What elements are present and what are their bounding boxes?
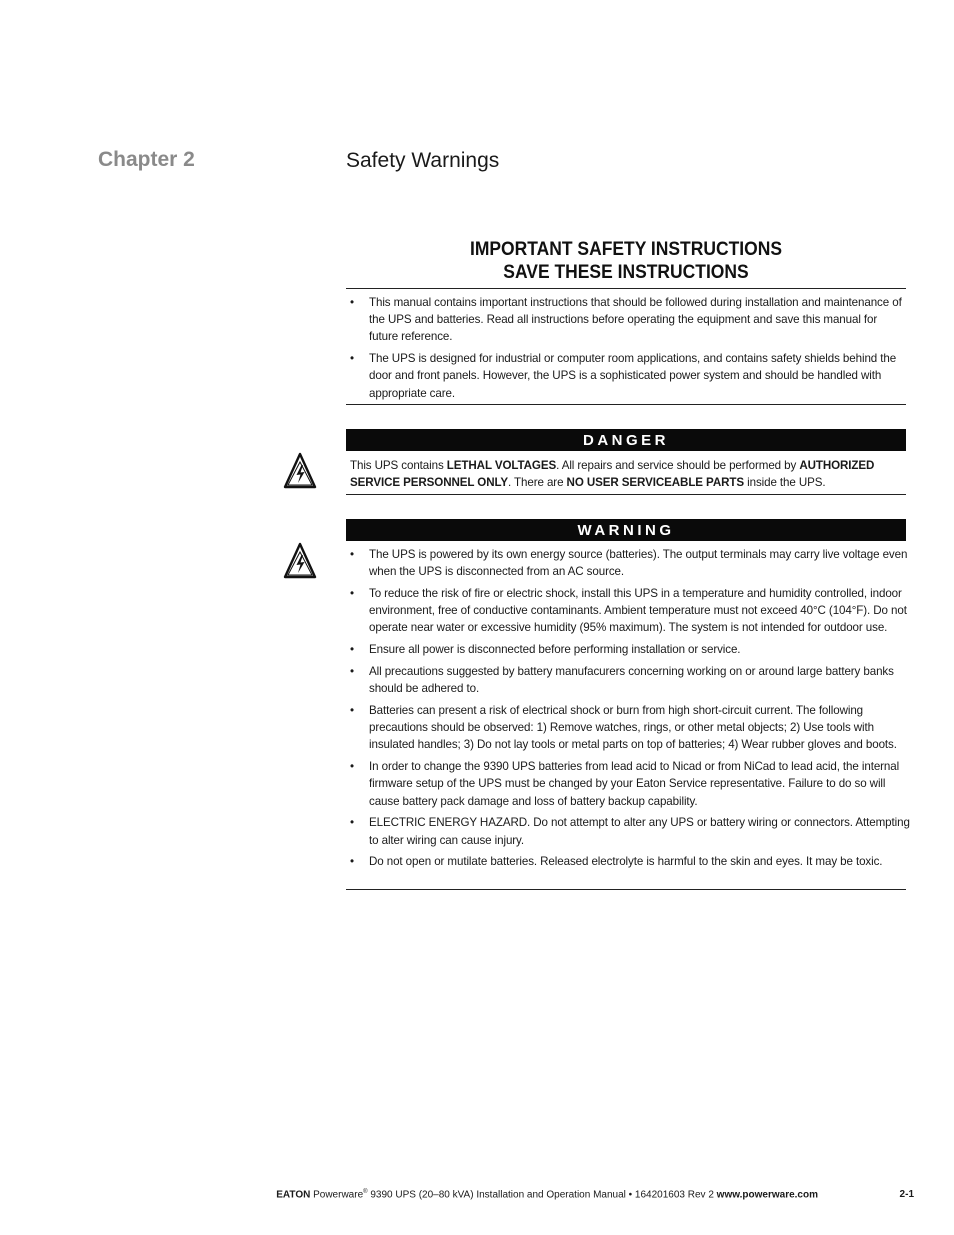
list-item — [346, 814, 912, 848]
warning-header-bar: WARNING — [346, 519, 906, 541]
list-item-text: All precautions suggested by battery manufacurers concerning working on or around large battery banks should be adhered to. — [369, 665, 894, 696]
footer-brand: EATON — [276, 1189, 311, 1201]
important-heading-line1: IMPORTANT SAFETY INSTRUCTIONS — [469, 239, 783, 260]
list-item — [346, 853, 912, 870]
danger-text-part: This UPS contains — [350, 459, 447, 472]
divider-rule — [346, 404, 906, 405]
bullet-glyph: • — [350, 643, 354, 657]
footer-registered-mark: ® — [363, 1189, 368, 1195]
list-item-text: The UPS is powered by its own energy source (batteries). The output terminals may carry live voltage even when the UPS is disconnected from an AC source. — [369, 548, 908, 579]
danger-text-part: . There are — [508, 476, 567, 490]
footer-product: Powerware — [310, 1189, 364, 1201]
bullet-glyph: • — [350, 855, 354, 869]
chapter-title: Safety Warnings — [346, 149, 500, 172]
danger-emphasis: AUTHORIZED SERVICE PERSONNEL ONLY — [350, 459, 875, 490]
danger-emphasis: NO USER SERVICEABLE PARTS — [566, 476, 744, 490]
divider-rule — [346, 494, 906, 495]
page-footer — [0, 1189, 818, 1200]
important-heading — [346, 238, 906, 284]
danger-text — [346, 457, 906, 491]
list-item-text: Batteries can present a risk of electrical shock or burn from high short-circuit current. The following precautions should be observed: 1) Remove watches, rings, or other metal objects; 2) Use tools with insulated handles; 3) Do not lay tools or metal parts on top of batteries; 4) Wear rubber gloves and boots. — [369, 704, 897, 752]
bullet-glyph: • — [350, 352, 354, 366]
bullet-glyph: • — [350, 816, 354, 830]
bullet-glyph: • — [350, 296, 354, 309]
list-item — [346, 350, 906, 402]
chapter-label: Chapter 2 — [98, 148, 195, 171]
list-item — [346, 758, 912, 810]
divider-rule — [346, 889, 906, 890]
list-item-text: This manual contains important instructions that should be followed during installation and maintenance of the UPS and batteries. Read all instructions before operating the equipment and save this manual for future reference. — [369, 296, 902, 344]
list-item-text: The UPS is designed for industrial or computer room applications, and contains safety shields behind the door and front panels. However, the UPS is a sophisticated power system and should be handled with appropriate care. — [369, 352, 897, 400]
divider-rule — [346, 288, 906, 289]
danger-text-part: . All repairs and service should be performed by — [556, 459, 800, 472]
electrical-hazard-icon — [283, 542, 317, 580]
page-number: 2-1 — [899, 1189, 914, 1200]
important-bullets — [346, 294, 906, 406]
list-item-text: In order to change the 9390 UPS batteries from lead acid to Nicad or from NiCad to lead acid, the internal firmware setup of the UPS must be changed by your Eaton Service representative. Failure to do so will cause battery pack damage and loss of battery backup capability. — [369, 760, 900, 808]
list-item — [346, 641, 912, 658]
list-item-text: ELECTRIC ENERGY HAZARD. Do not attempt to alter any UPS or battery wiring or connectors. Attempting to alter wiring can cause injury. — [369, 816, 910, 847]
electrical-hazard-icon — [283, 452, 317, 490]
danger-header-bar: DANGER — [346, 429, 906, 451]
list-item-text: Do not open or mutilate batteries. Released electrolyte is harmful to the skin and eyes. It may be toxic. — [369, 855, 883, 869]
bullet-glyph: • — [350, 760, 354, 774]
list-item — [346, 546, 912, 580]
bullet-glyph: • — [350, 665, 354, 678]
list-item-text: To reduce the risk of fire or electric shock, install this UPS in a temperature and humidity controlled, indoor environment, free of conductive contaminants. Ambient temperature must not exceed 40°C (104°F). Do not operate near water or excessive humidity (95% maximum). The system is not intended for outdoor use. — [369, 587, 907, 635]
list-item — [346, 585, 912, 637]
list-item — [346, 294, 906, 346]
danger-text-part: inside the UPS. — [744, 476, 826, 490]
warning-bullets — [346, 546, 912, 875]
list-item — [346, 702, 912, 754]
footer-url: www.powerware.com — [716, 1189, 818, 1201]
list-item — [346, 663, 912, 697]
bullet-glyph: • — [350, 704, 354, 717]
list-item-text: Ensure all power is disconnected before performing installation or service. — [369, 643, 741, 657]
bullet-glyph: • — [350, 587, 354, 600]
footer-manual-info: 9390 UPS (20–80 kVA) Installation and Operation Manual • 164201603 Rev 2 — [367, 1189, 717, 1201]
important-heading-line2: SAVE THESE INSTRUCTIONS — [503, 262, 749, 283]
danger-emphasis: LETHAL VOLTAGES — [446, 459, 557, 472]
bullet-glyph: • — [350, 548, 354, 561]
